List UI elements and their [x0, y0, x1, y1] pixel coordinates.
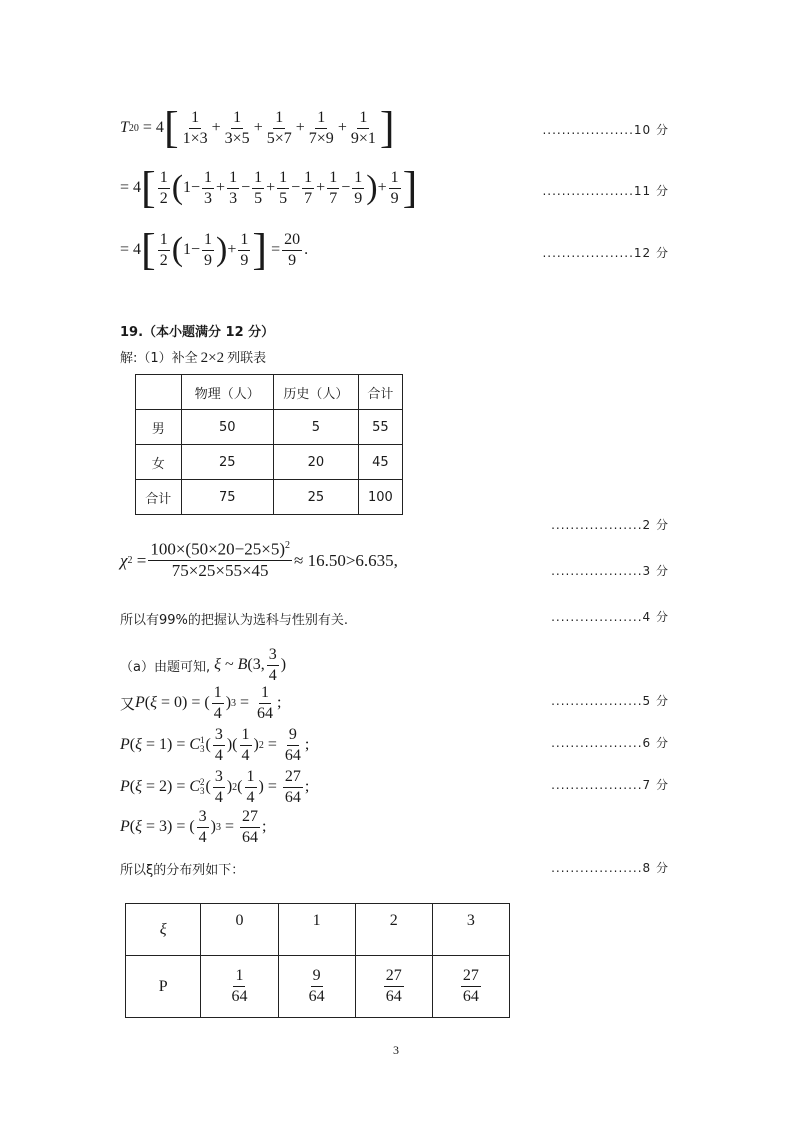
table-cell: 5	[273, 410, 358, 445]
conclusion-text: 所以有99%的把握认为选科与性别有关.	[120, 613, 349, 628]
prob-denominator: 64	[308, 988, 325, 1005]
table-cell: 100	[358, 480, 402, 515]
table-cell: P	[126, 956, 201, 1018]
table-cell: 45	[358, 445, 402, 480]
score-10: ...................10 分	[542, 123, 669, 137]
distribution-intro: 所以ξ的分布列如下：	[120, 863, 245, 878]
table-row	[136, 480, 403, 515]
prob-numerator: 9	[311, 967, 323, 987]
table-cell: 2	[355, 904, 432, 956]
score-7: ...................7 分	[551, 778, 669, 792]
distribution-table	[125, 903, 510, 1018]
prob-denominator: 64	[231, 988, 248, 1005]
table-header: 合计	[358, 375, 402, 410]
prob-denominator: 64	[385, 988, 402, 1005]
table-header: ξ	[126, 904, 201, 956]
score-2: ...................2 分	[551, 518, 669, 532]
table-row	[136, 410, 403, 445]
telescoping-equation: = 4 [ $\frac{1}{2}$ ( 1− $\frac{1}{3}$ + $\frac{1}{3}$ − $\frac{1}{5}$ + $\frac{1}{5}$ − $\frac{1}{7}$ + $\frac{1}{7}$ − $\frac{1}{9}$ ) + $\frac{1}{9}$ ]	[120, 163, 418, 212]
table-cell: 合计	[136, 480, 182, 515]
table-cell: 55	[358, 410, 402, 445]
table-header: 历史（人）	[273, 375, 358, 410]
page-number: 3	[393, 1043, 399, 1057]
score-12: ...................12 分	[542, 246, 669, 260]
table-cell: 50	[181, 410, 273, 445]
p1-equation: P ( ξ = 1) = C 1 3 ( $\frac{3}{4}$ )( $\frac{1}{4}$ ) 2 = $\frac{9}{64}$ ;	[120, 726, 310, 764]
table-header-row	[136, 375, 403, 410]
t20-equation: T 20 = 4 [ $\frac{1}{1\times 3}$ + $\frac{1}{3\times 5}$ + $\frac{1}{5\times 7}$ + $\frac{1}{7\times 9}$ + $\frac{1}{9\times 1}$ ]	[120, 103, 395, 152]
table-cell: 25	[273, 480, 358, 515]
score-5: ...................5 分	[551, 694, 669, 708]
table-cell: 20	[273, 445, 358, 480]
table-cell: 女	[136, 445, 182, 480]
p3-equation: P ( ξ = 3) = ( $\frac{3}{4}$ ) 3 = $\frac{27}{64}$ ;	[120, 808, 267, 846]
table-cell	[201, 956, 278, 1018]
table-cell	[136, 375, 182, 410]
part-a-line: （a）由题可知, ξ ~ B (3, $\frac{3}{4}$ )	[120, 646, 287, 684]
you-label: 又	[120, 694, 136, 713]
prob-denominator: 64	[462, 988, 479, 1005]
contingency-table	[135, 374, 403, 515]
score-8: ...................8 分	[551, 861, 669, 875]
table-cell	[278, 956, 355, 1018]
p0-equation: 又 P ( ξ = 0) = ( $\frac{1}{4}$ ) 3 = $\frac{1}{64}$ ;	[120, 684, 282, 722]
solution-intro	[120, 347, 266, 367]
table-cell	[432, 956, 509, 1018]
table-cell: 男	[136, 410, 182, 445]
intro-math: 2×2	[200, 350, 225, 366]
intro-tail: 列联表	[227, 351, 267, 366]
intro-text: 解:（1）补全	[120, 351, 198, 366]
table-row	[126, 956, 510, 1018]
result-equation: = 4 [ $\frac{1}{2}$ ( 1− $\frac{1}{9}$ ) + $\frac{1}{9}$ ] = $\frac{20}{9}$ .	[120, 225, 309, 274]
table-cell	[355, 956, 432, 1018]
table-header-row	[126, 904, 510, 956]
score-3: ...................3 分	[551, 564, 669, 578]
score-4: ...................4 分	[551, 610, 669, 624]
p2-equation: P ( ξ = 2) = C 2 3 ( $\frac{3}{4}$ ) 2 ( $\frac{1}{4}$ ) = $\frac{27}{64}$ ;	[120, 768, 310, 806]
chi-square-equation: χ 2 = $\frac{100\times(50\times 20-25\times 5)^2}{75\times 25\times 55\times 45}$ ≈ 16.50>6.635 ,	[120, 539, 398, 581]
table-header: 物理（人）	[181, 375, 273, 410]
prob-numerator: 1	[233, 967, 245, 987]
table-cell: 0	[201, 904, 278, 956]
prob-numerator: 27	[384, 967, 404, 987]
question-header: 19.（本小题满分 12 分）	[120, 325, 275, 340]
prob-numerator: 27	[461, 967, 481, 987]
table-cell: 75	[181, 480, 273, 515]
table-row	[136, 445, 403, 480]
chi-result: ≈ 16.50>6.635	[294, 550, 394, 570]
score-6: ...................6 分	[551, 736, 669, 750]
part-a-label: （a）由题可知,	[120, 659, 211, 675]
table-cell: 1	[278, 904, 355, 956]
score-11: ...................11 分	[542, 184, 669, 198]
table-cell: 3	[432, 904, 509, 956]
table-cell: 25	[181, 445, 273, 480]
